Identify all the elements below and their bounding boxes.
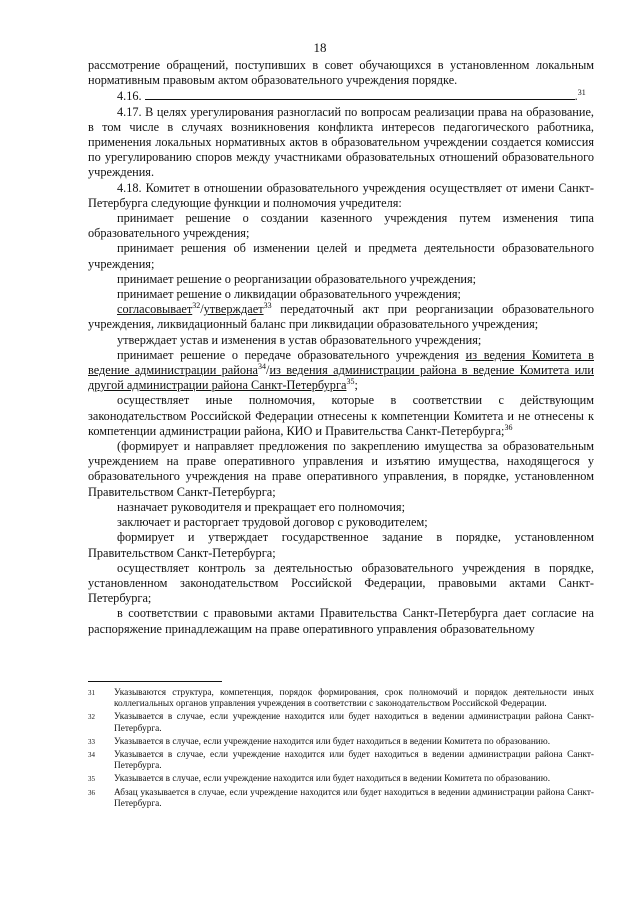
list-item <box>88 393 594 439</box>
footnote-ref: 31 <box>577 88 586 98</box>
list-item: в соответствии с правовыми актами Правительства Санкт-Петербурга дает согласие на распоряжение принадлежащим на праве оперативного управления образовательному <box>88 606 594 636</box>
footnote-ref: 32 <box>192 301 201 311</box>
paragraph: рассмотрение обращений, поступивших в совет обучающихся в установленном локальным нормативным правовым актом образовательного учреждения порядке. <box>88 58 594 88</box>
fill-in-blank-line <box>145 88 575 100</box>
list-item: принимает решение о ликвидации образовательного учреждения; <box>117 287 461 302</box>
clause-number: 4.16. <box>117 89 142 104</box>
underlined-text: утверждает <box>203 302 264 317</box>
list-item: заключает и расторгает трудовой договор с руководителем; <box>117 515 428 530</box>
footnote-number: 35 <box>88 775 95 784</box>
footnote <box>88 712 594 734</box>
list-item: принимает решение о передаче образовательного учреждения из ведения Комитета в ведение администрации района$^{34}$/из ведения администрации района в ведение Комитета или другой администрации района Санкт-Петербурга$^{35}$; <box>88 347 594 393</box>
footnote-ref: 34 <box>258 361 267 371</box>
list-item: принимает решение о создании казенного учреждения путем изменения типа образовательного учреждения; <box>88 211 594 241</box>
list-item: согласовывает$^{32}$/утверждает$^{33}$ передаточный акт при реорганизации образовательного учреждения, ликвидационный баланс при ликвидации образовательного учреждения; <box>88 301 594 332</box>
footnote-text: Абзац указывается в случае, если учреждение находится или будет находиться в ведении администрации района Санкт-Петербурга. <box>114 787 594 809</box>
footnote-ref: 36 <box>504 422 513 432</box>
footnote-number: 33 <box>88 737 95 746</box>
footnote-ref: 33 <box>263 301 272 311</box>
page-number: 18 <box>313 40 327 55</box>
document-body <box>88 58 594 637</box>
list-item: формирует и утверждает государственное задание в порядке, установленном Правительством Санкт-Петербурга; <box>88 530 594 560</box>
footnote-number: 34 <box>88 751 95 760</box>
list-item: назначает руководителя и прекращает его полномочия; <box>117 499 405 514</box>
paragraph-4-18: 4.18. Комитет в отношении образовательного учреждения осуществляет от имени Санкт-Петербурга следующие функции и полномочия учредителя: <box>88 180 594 210</box>
footnote <box>88 688 594 710</box>
footnote-text: Указывается в случае, если учреждение находится или будет находиться в ведении администрации района Санкт-Петербурга. <box>114 750 594 772</box>
footnote-text: Указывается в случае, если учреждение находится или будет находиться в ведении администрации района Санкт-Петербурга. <box>114 712 594 734</box>
text: осуществляет иные полномочия, которые в соответствии с действующим законодательством Российской Федерации отнесены к компетенции Комитета и не отнесены к компетенции администрации района, КИО и Правительства Санкт-Петербурга; <box>88 393 594 438</box>
paragraph-4-16: 4.16. .$^{31}$ <box>117 88 586 104</box>
footnote <box>88 774 594 785</box>
list-item: принимает решение о реорганизации образовательного учреждения; <box>117 271 477 286</box>
paragraph-4-17: 4.17. В целях урегулирования разногласий по вопросам реализации права на образование, в том числе в случаях возникновения конфликта интересов педагогического работника, применения локальных нормативных актов в образовательном учреждении создается комиссия по урегулированию споров между участниками образовательных отношений образовательного учреждения. <box>88 104 594 180</box>
footnote-number: 32 <box>88 713 95 722</box>
footnote <box>88 788 594 810</box>
footnote <box>88 750 594 772</box>
underlined-text: из ведения Комитета в ведение администрации района <box>88 347 594 378</box>
footnote-text: Указываются структура, компетенция, порядок формирования, срок полномочий и порядок деятельности иных коллегиальных органов управления учреждения в соответствии с законодательством Российской Федерации. <box>114 688 594 710</box>
underlined-text: из ведения администрации района в ведение Комитета или другой администрации района Санкт-Петербурга <box>88 363 594 393</box>
list-item: (формирует и направляет предложения по закреплению имущества за образовательным учреждением на праве оперативного управления и изъятию имущества, находящегося у образовательного учреждения на праве оперативного управления, в порядке, установленном Правительством Санкт-Петербурга; <box>88 439 594 499</box>
underlined-text: согласовывает <box>117 302 193 317</box>
list-item: принимает решения об изменении целей и предмета деятельности образовательного учреждения; <box>88 241 594 271</box>
list-item: утверждает устав и изменения в устав образовательного учреждения; <box>117 332 482 347</box>
footnote-number: 31 <box>88 689 95 697</box>
text: принимает решение о передаче образовательного учреждения <box>117 347 466 362</box>
footnote-ref: 35 <box>346 377 355 387</box>
footnote-text: Указывается в случае, если учреждение находится или будет находиться в ведении Комитета по образованию. <box>114 736 551 747</box>
footnotes <box>88 688 594 812</box>
list-item: осуществляет контроль за деятельностью образовательного учреждения в порядке, установленном законодательством Российской Федерации, правовыми актами Санкт-Петербурга; <box>88 560 594 606</box>
footnote-separator <box>88 681 222 682</box>
footnote-text: Указывается в случае, если учреждение находится или будет находиться в ведении Комитета по образованию. <box>114 774 551 785</box>
text: передаточный акт при реорганизации образовательного учреждения, ликвидационный баланс при ликвидации образовательного учреждения; <box>88 302 594 332</box>
footnote-number: 36 <box>88 788 95 797</box>
footnote <box>88 737 594 748</box>
